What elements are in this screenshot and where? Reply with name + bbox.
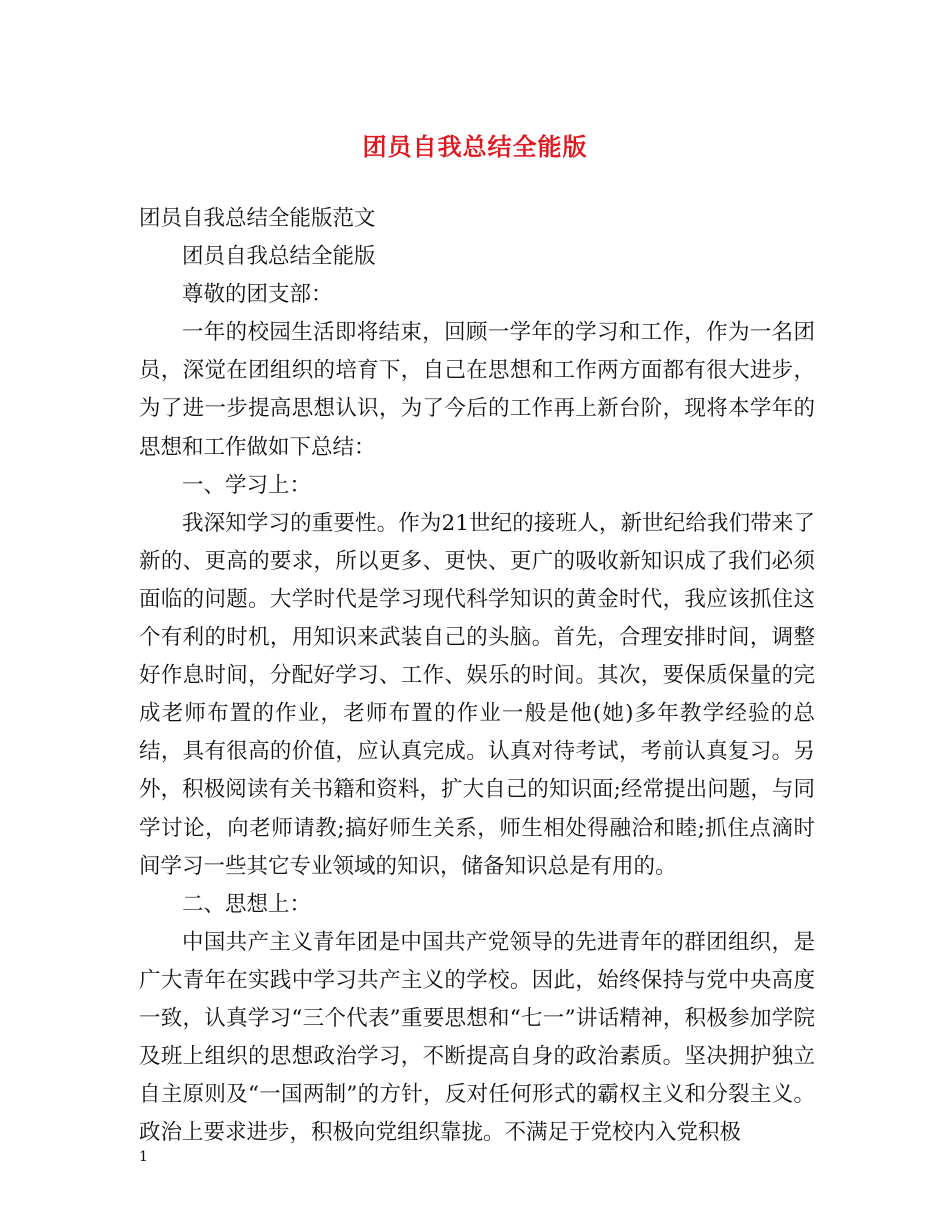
salutation-paragraph: 尊敬的团支部： xyxy=(182,282,333,308)
intro-paragraph: 一年的校园生活即将结束，回顾一学年的学习和工作，作为一名团员，深觉在团组织的培育下，自己在思想和工作两方面都有很大进步，为了进一步提高思想认识，为了今后的工作再上新台阶，现将本学年的思想和工作做如下总结： xyxy=(139,320,815,460)
thought-paragraph: 中国共产主义青年团是中国共产党领导的先进青年的群团组织，是广大青年在实践中学习共产主义的学校。因此，始终保持与党中央高度一致，认真学习“三个代表”重要思想和“七一”讲话精神，积极参加学院及班上组织的思想政治学习，不断提高自身的政治素质。坚决拥护独立自主原则及“一国两制”的方针，反对任何形式的霸权主义和分裂主义。政治上要求进步，积极向党组织靠拢。不满足于党校内入党积极 xyxy=(139,929,815,1146)
section-heading-study: 一、学习上： xyxy=(182,472,312,498)
study-paragraph: 我深知学习的重要性。作为21世纪的接班人，新世纪给我们带来了新的、更高的要求，所以更多、更快、更广的吸收新知识成了我们必须面临的问题。大学时代是学习现代科学知识的黄金时代，我应该抓住这个有利的时机，用知识来武装自己的头脑。首先，合理安排时间，调整好作息时间，分配好学习、工作、娱乐的时间。其次，要保质保量的完成老师布置的作业，老师布置的作业一般是他(她)多年教学经验的总结，具有很高的价值，应认真完成。认真对待考试，考前认真复习。另外，积极阅读有关书籍和资料，扩大自己的知识面;经常提出问题，与同学讨论，向老师请教;搞好师生关系，师生相处得融洽和睦;抓住点滴时间学习一些其它专业领域的知识，储备知识总是有用的。 xyxy=(139,510,815,879)
subtitle-paragraph: 团员自我总结全能版范文 xyxy=(139,206,376,231)
section-heading-thought: 二、思想上： xyxy=(182,891,312,917)
document-body xyxy=(139,200,815,1152)
page-number: 1 xyxy=(139,1149,148,1165)
heading-paragraph: 团员自我总结全能版 xyxy=(182,244,376,270)
document-title: 团员自我总结全能版 xyxy=(362,132,588,161)
